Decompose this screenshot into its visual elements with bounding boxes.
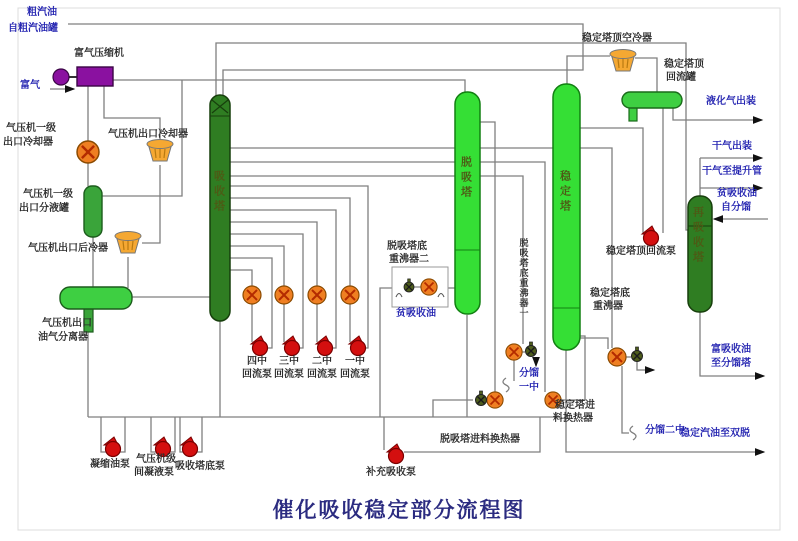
label-lean-absorption-oil: 贫吸收油: [396, 308, 436, 319]
pipe-raw-gasoline: [68, 24, 583, 96]
label-aircooler: 稳定塔顶空冷器: [582, 33, 652, 44]
label-stab-reboiler-1: 稳定塔底: [590, 288, 630, 299]
label-stage1-drum-2: 出口分液罐: [19, 203, 69, 214]
label-separator-1: 气压机出口: [42, 318, 92, 329]
pipe-lean-oil: [380, 288, 392, 417]
label-rich-oil-1: 富吸收油: [711, 344, 751, 355]
label-mid1-pump-1: 一中: [345, 356, 365, 367]
stab-overhead-reflux-pump: [642, 226, 659, 246]
label-raw-gasoline: 粗汽油: [27, 7, 57, 18]
compressor-outlet-aftercooler: [115, 232, 141, 254]
absorber-bottom-pump: [181, 437, 198, 457]
mid4-cooler-hx: [243, 286, 261, 304]
label-lean-oil-1: 贫吸收油: [717, 188, 757, 199]
pipe-mid3-supply: [230, 246, 284, 286]
label-mid3-pump-2: 回流泵: [274, 369, 304, 380]
makeup-absorbent-pump: [387, 444, 404, 464]
label-mid4-pump-1: 四中: [247, 356, 267, 367]
label-frac-mid1-b: 一中: [519, 382, 539, 393]
pipe-compressor-discharge: [113, 80, 465, 93]
label-lean-oil-2: 自分馏: [721, 202, 751, 213]
compressor-outlet-cooler: [147, 140, 173, 162]
desorber-reboiler2-hx: [421, 279, 437, 295]
label-desorber-column: 脱吸塔: [459, 156, 472, 201]
condensate-pump: [104, 437, 121, 457]
compressor-body: [77, 67, 113, 86]
desorber-reboiler2-unit: [392, 267, 448, 307]
label-stab-feed-hx-2: 料换热器: [553, 413, 593, 424]
label-absorber-bottom-pump: 吸收塔底泵: [175, 461, 225, 472]
label-frac-mid2: 分馏二中: [645, 425, 685, 436]
label-stabilizer-column: 稳定塔: [558, 170, 571, 215]
pipe-mid1-supply: [230, 198, 350, 286]
mid4-reflux-pump: [251, 336, 268, 356]
label-reflux-pump: 稳定塔顶回流泵: [606, 246, 676, 257]
compressor-unit: [53, 67, 113, 86]
mid1-reflux-pump: [349, 336, 366, 356]
mid3-reflux-pump: [283, 336, 300, 356]
label-mid4-pump-2: 回流泵: [242, 369, 272, 380]
label-separator-2: 油气分离器: [38, 332, 88, 343]
label-reflux-drum-2: 回流罐: [666, 72, 696, 83]
label-interstage-pump-2: 间凝液泵: [134, 467, 174, 478]
mid2-cooler-hx: [308, 286, 326, 304]
desorber-feed-hx: [487, 392, 503, 408]
label-desorber-reboiler1: 脱吸塔底重沸器一: [518, 238, 529, 318]
label-stab-feed-hx-1: 稳定塔进: [555, 400, 595, 411]
label-interstage-pump-1: 气压机级: [136, 454, 176, 465]
pipe-frac-mid2: [622, 366, 629, 433]
pipes: [68, 24, 700, 452]
label-stage1-cooler-2: 出口冷却器: [3, 137, 53, 148]
label-makeup-pump: 补充吸收泵: [366, 467, 416, 478]
stabilizer-column: [553, 84, 580, 350]
mid1-cooler-hx: [341, 286, 359, 304]
label-stable-gasoline: 稳定汽油至双脱: [680, 428, 750, 439]
desorber-reboiler1-hx: [506, 344, 522, 360]
stage1-knockout-drum: [84, 186, 102, 237]
label-mid2-pump-2: 回流泵: [307, 369, 337, 380]
pipe-aircooler-to-drum: [635, 58, 657, 93]
label-outlet-cooler: 气压机出口冷却器: [108, 129, 188, 140]
desorber-column: [455, 92, 480, 314]
label-stab-reboiler-2: 重沸器: [593, 301, 623, 312]
label-aftercooler: 气压机出口后冷器: [28, 243, 108, 254]
label-raw-gasoline-source: 自粗汽油罐: [8, 23, 58, 34]
arrow-reboiler-out: [637, 362, 654, 370]
reboiler1-valve: [526, 342, 537, 357]
label-condensate-pump: 凝缩油泵: [90, 459, 130, 470]
pipe-mid2-return: [230, 210, 336, 348]
label-desorber-feed-hx: 脱吸塔进料换热器: [440, 434, 520, 445]
label-reboiler2-1: 脱吸塔底: [387, 241, 427, 252]
label-compressor: 富气压缩机: [74, 48, 124, 59]
label-mid3-pump-1: 三中: [279, 356, 299, 367]
stab-reboiler-valve: [632, 347, 643, 362]
label-lpg-out: 液化气出装: [706, 96, 756, 107]
label-dry-gas-to-riser: 干气至提升管: [702, 166, 762, 177]
compressor-motor: [53, 69, 69, 85]
pipe-mid4-supply: [230, 270, 252, 286]
desorber-feed-valve: [476, 391, 487, 406]
stabilizer-reboiler-hx: [608, 348, 626, 366]
label-reflux-drum-1: 稳定塔顶: [664, 59, 704, 70]
label-rich-gas: 富气: [20, 80, 40, 91]
pipe-reboiler-loop: [580, 338, 608, 349]
label-frac-mid1-a: 分馏: [519, 368, 539, 379]
label-stage1-drum-1: 气压机一级: [23, 189, 73, 200]
label-dry-gas-out: 干气出装: [712, 141, 752, 152]
label-absorber-column: 吸收塔: [212, 170, 225, 215]
diagram-title: 催化吸收稳定部分流程图: [272, 498, 526, 522]
label-mid2-pump-1: 二中: [312, 356, 332, 367]
pipe-nested-2: [230, 162, 545, 392]
label-stage1-cooler-1: 气压机一级: [6, 123, 56, 134]
squiggle-frac-mid1: [503, 378, 509, 392]
stage1-outlet-cooler-hx: [77, 141, 99, 163]
pipe-mid2-supply: [230, 222, 317, 286]
squiggle-frac-mid2: [630, 426, 636, 440]
label-rich-oil-2: 至分馏塔: [711, 358, 751, 369]
label-mid1-pump-2: 回流泵: [340, 369, 370, 380]
stab-overhead-aircooler: [610, 50, 636, 72]
mid2-reflux-pump: [316, 336, 333, 356]
pipe: [142, 165, 160, 243]
mid3-cooler-hx: [275, 286, 293, 304]
label-reboiler2-2: 重沸器二: [389, 254, 429, 265]
label-reabsorber-column: 再吸收塔: [691, 206, 704, 266]
